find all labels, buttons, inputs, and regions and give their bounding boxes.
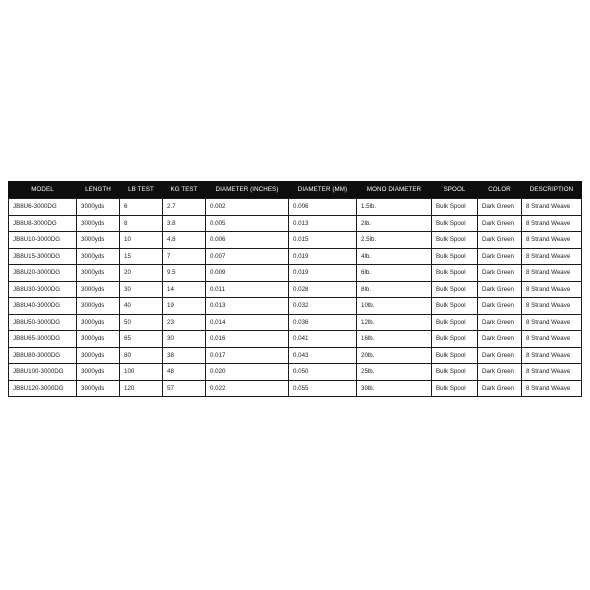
table-row	[9, 215, 582, 232]
table-cell: Bulk Spool	[432, 248, 478, 265]
table-cell: 9.5	[163, 265, 206, 282]
table-cell: 3000yds	[77, 281, 120, 298]
table-cell: 4.8	[163, 232, 206, 249]
table-cell: 30lb.	[357, 380, 432, 397]
table-cell: 12lb.	[357, 314, 432, 331]
table-cell: 0.041	[289, 331, 357, 348]
table-cell: 50	[120, 314, 163, 331]
table-cell: Bulk Spool	[432, 331, 478, 348]
table-cell: 0.006	[289, 199, 357, 216]
table-cell: 48	[163, 364, 206, 381]
table-row	[9, 314, 582, 331]
table-cell: JB8U30-3000DG	[9, 281, 77, 298]
table-cell: Dark Green	[478, 314, 522, 331]
table-row	[9, 298, 582, 315]
table-cell: 3000yds	[77, 331, 120, 348]
table-cell: JB8U8-3000DG	[9, 215, 77, 232]
table-cell: 0.005	[206, 215, 289, 232]
column-header: MODEL	[9, 181, 77, 199]
table-cell: 8lb.	[357, 281, 432, 298]
table-cell: 8 Strand Weave	[522, 347, 582, 364]
table-cell: 3000yds	[77, 248, 120, 265]
table-cell: 2lb.	[357, 215, 432, 232]
table-cell: 0.022	[206, 380, 289, 397]
table-cell: Dark Green	[478, 364, 522, 381]
table-cell: 2.5lb.	[357, 232, 432, 249]
table-cell: Bulk Spool	[432, 314, 478, 331]
column-header: LENGTH	[77, 181, 120, 199]
table-cell: 57	[163, 380, 206, 397]
table-row	[9, 364, 582, 381]
table-row	[9, 281, 582, 298]
table-cell: 3000yds	[77, 314, 120, 331]
table-row	[9, 199, 582, 216]
table-cell: 0.032	[289, 298, 357, 315]
table-cell: 8 Strand Weave	[522, 364, 582, 381]
table-cell: 0.006	[206, 232, 289, 249]
column-header: LB TEST	[120, 181, 163, 199]
spec-table	[8, 181, 582, 397]
table-cell: JB8U6-3000DG	[9, 199, 77, 216]
table-cell: JB8U100-3000DG	[9, 364, 77, 381]
table-cell: 10lb.	[357, 298, 432, 315]
table-cell: JB8U40-3000DG	[9, 298, 77, 315]
table-cell: 8 Strand Weave	[522, 265, 582, 282]
table-row	[9, 248, 582, 265]
table-cell: 16lb.	[357, 331, 432, 348]
table-cell: 10	[120, 232, 163, 249]
table-row	[9, 232, 582, 249]
table-cell: 3000yds	[77, 298, 120, 315]
table-body	[9, 199, 582, 397]
table-cell: 0.036	[289, 314, 357, 331]
table-cell: 80	[120, 347, 163, 364]
table-cell: 20	[120, 265, 163, 282]
table-cell: 3000yds	[77, 232, 120, 249]
table-cell: 8 Strand Weave	[522, 380, 582, 397]
table-cell: 3000yds	[77, 380, 120, 397]
table-cell: JB8U65-3000DG	[9, 331, 77, 348]
table-cell: 25lb.	[357, 364, 432, 381]
table-cell: 0.043	[289, 347, 357, 364]
table-cell: Bulk Spool	[432, 215, 478, 232]
table-cell: Bulk Spool	[432, 199, 478, 216]
column-header: KG TEST	[163, 181, 206, 199]
table-cell: 0.020	[206, 364, 289, 381]
table-cell: 0.007	[206, 248, 289, 265]
table-cell: 6lb.	[357, 265, 432, 282]
table-cell: 14	[163, 281, 206, 298]
table-cell: 0.015	[289, 232, 357, 249]
table-cell: Dark Green	[478, 215, 522, 232]
table-cell: JB8U20-3000DG	[9, 265, 77, 282]
table-cell: 8 Strand Weave	[522, 314, 582, 331]
table-cell: 8 Strand Weave	[522, 248, 582, 265]
table-cell: 3000yds	[77, 364, 120, 381]
table-cell: 0.050	[289, 364, 357, 381]
table-cell: 1.5lb.	[357, 199, 432, 216]
table-cell: Dark Green	[478, 298, 522, 315]
table-cell: Dark Green	[478, 265, 522, 282]
table-cell: 30	[163, 331, 206, 348]
table-cell: 8 Strand Weave	[522, 331, 582, 348]
table-cell: Bulk Spool	[432, 380, 478, 397]
table-cell: 0.014	[206, 314, 289, 331]
table-cell: 0.016	[206, 331, 289, 348]
table-cell: 8 Strand Weave	[522, 215, 582, 232]
table-cell: 3.8	[163, 215, 206, 232]
table-row	[9, 331, 582, 348]
table-row	[9, 347, 582, 364]
table-cell: 8	[120, 215, 163, 232]
table-cell: JB8U120-3000DG	[9, 380, 77, 397]
table-cell: JB8U15-3000DG	[9, 248, 77, 265]
table-cell: JB8U80-3000DG	[9, 347, 77, 364]
table-cell: 38	[163, 347, 206, 364]
table-cell: 23	[163, 314, 206, 331]
table-cell: 8 Strand Weave	[522, 232, 582, 249]
table-header-row	[9, 181, 582, 199]
table-cell: 65	[120, 331, 163, 348]
table-cell: 0.013	[206, 298, 289, 315]
column-header: DIAMETER (MM)	[289, 181, 357, 199]
table-cell: Bulk Spool	[432, 364, 478, 381]
table-cell: 3000yds	[77, 215, 120, 232]
table-cell: 20lb.	[357, 347, 432, 364]
table-cell: 0.028	[289, 281, 357, 298]
table-cell: Bulk Spool	[432, 232, 478, 249]
table-row	[9, 380, 582, 397]
table-cell: 7	[163, 248, 206, 265]
table-cell: 0.019	[289, 248, 357, 265]
column-header: MONO DIAMETER	[357, 181, 432, 199]
table-cell: 0.017	[206, 347, 289, 364]
table-cell: 0.011	[206, 281, 289, 298]
table-cell: 6	[120, 199, 163, 216]
table-cell: 15	[120, 248, 163, 265]
table-cell: 4lb.	[357, 248, 432, 265]
table-cell: Dark Green	[478, 232, 522, 249]
table-cell: 8 Strand Weave	[522, 281, 582, 298]
table-cell: 3000yds	[77, 265, 120, 282]
table-cell: 40	[120, 298, 163, 315]
table-cell: 0.002	[206, 199, 289, 216]
column-header: DESCRIPTION	[522, 181, 582, 199]
table-cell: Dark Green	[478, 347, 522, 364]
table-cell: 19	[163, 298, 206, 315]
table-cell: 120	[120, 380, 163, 397]
table-cell: Dark Green	[478, 380, 522, 397]
table-cell: 0.009	[206, 265, 289, 282]
table-cell: Bulk Spool	[432, 281, 478, 298]
table-cell: JB8U50-3000DG	[9, 314, 77, 331]
table-cell: JB8U10-3000DG	[9, 232, 77, 249]
table-cell: 8 Strand Weave	[522, 298, 582, 315]
table-cell: 100	[120, 364, 163, 381]
table-cell: Dark Green	[478, 331, 522, 348]
table-cell: Dark Green	[478, 281, 522, 298]
table-cell: Dark Green	[478, 248, 522, 265]
column-header: DIAMETER (INCHES)	[206, 181, 289, 199]
table-cell: Bulk Spool	[432, 298, 478, 315]
table-cell: 0.013	[289, 215, 357, 232]
table-cell: Bulk Spool	[432, 265, 478, 282]
table-cell: 8 Strand Weave	[522, 199, 582, 216]
table-cell: 2.7	[163, 199, 206, 216]
column-header: SPOOL	[432, 181, 478, 199]
table-cell: Dark Green	[478, 199, 522, 216]
table-cell: 30	[120, 281, 163, 298]
table-cell: 0.055	[289, 380, 357, 397]
table-cell: 0.019	[289, 265, 357, 282]
table-row	[9, 265, 582, 282]
column-header: COLOR	[478, 181, 522, 199]
table-cell: 3000yds	[77, 347, 120, 364]
table-cell: Bulk Spool	[432, 347, 478, 364]
table-cell: 3000yds	[77, 199, 120, 216]
